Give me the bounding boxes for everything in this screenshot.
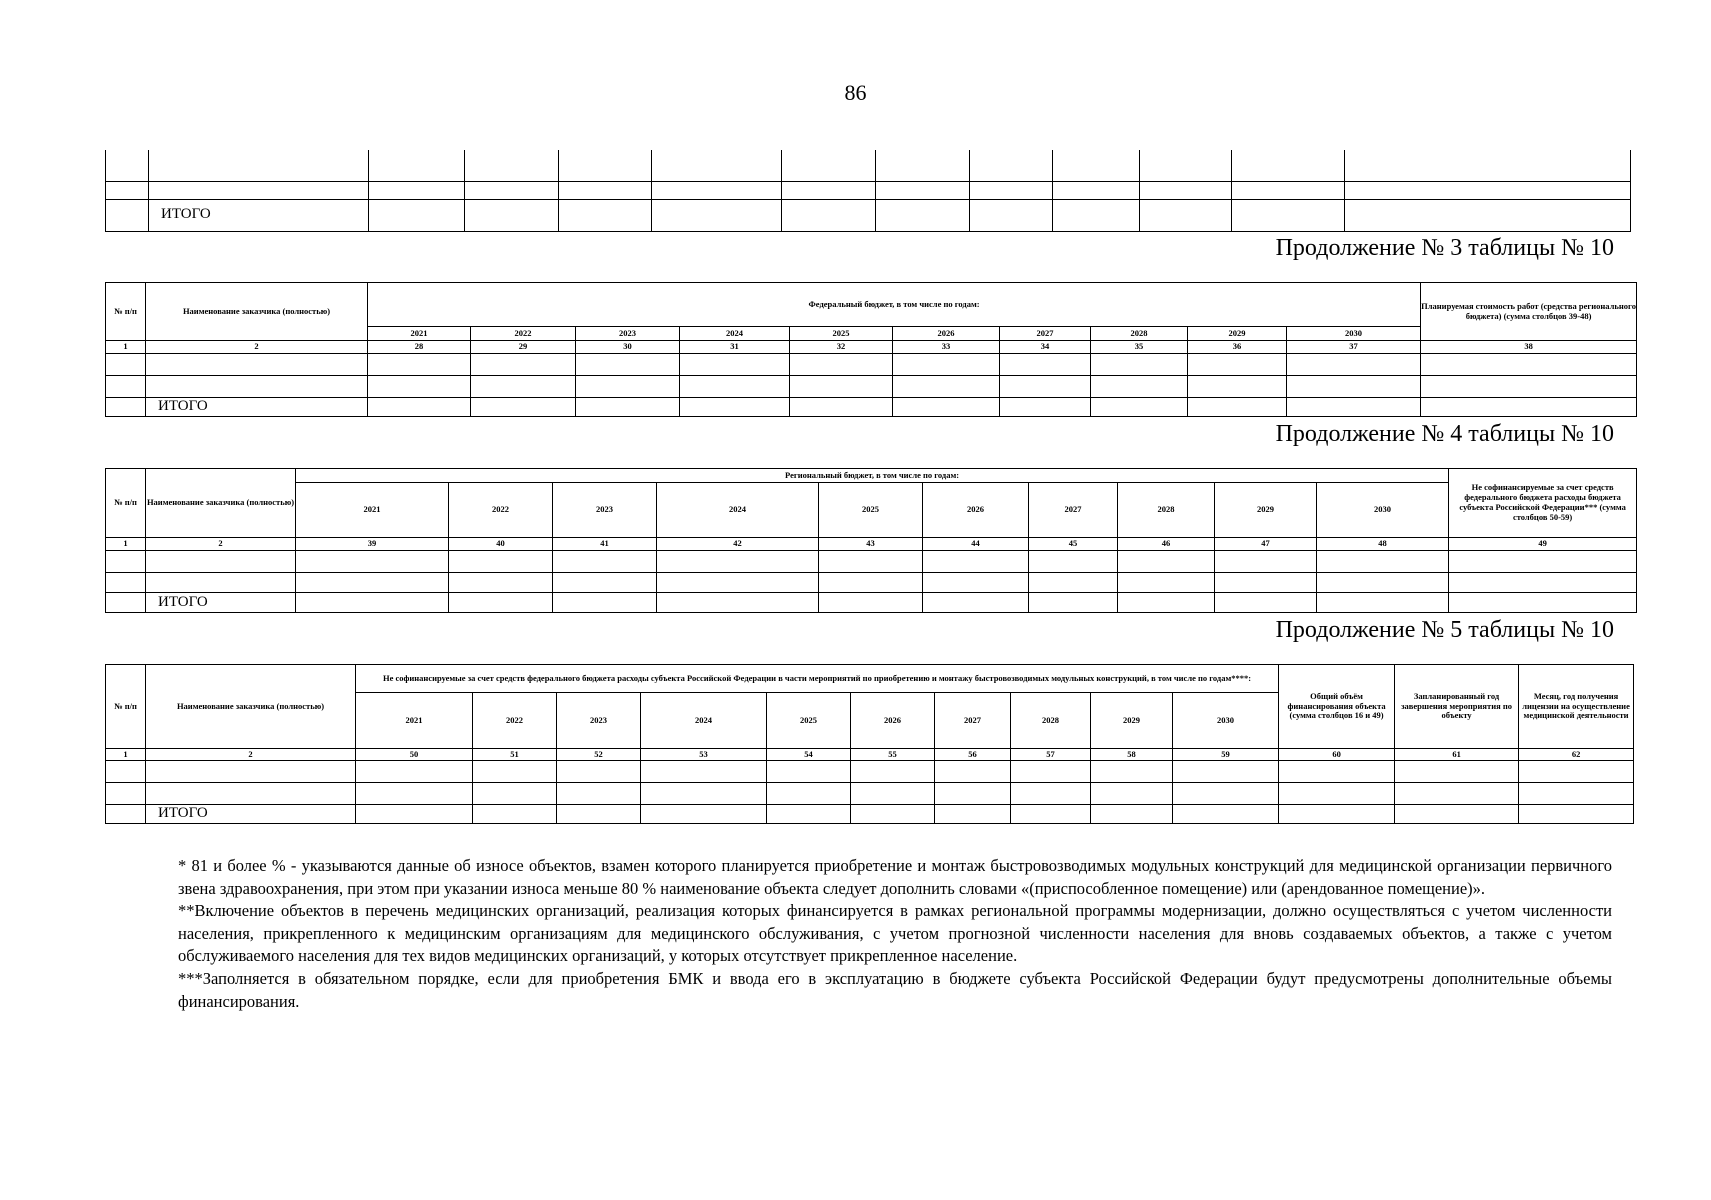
year-header: 2021 xyxy=(296,483,449,538)
table-row xyxy=(106,551,1637,573)
table-continuation-5 xyxy=(105,664,1634,824)
col-number: 34 xyxy=(1000,341,1091,354)
year-header: 2027 xyxy=(1029,483,1118,538)
table-row xyxy=(106,783,1634,805)
col-number: 47 xyxy=(1215,538,1317,551)
table-row xyxy=(106,376,1637,398)
col-number: 36 xyxy=(1188,341,1287,354)
col-number: 30 xyxy=(576,341,680,354)
col-number: 2 xyxy=(146,341,368,354)
table-row-total xyxy=(106,199,1631,231)
col-number: 52 xyxy=(557,749,641,761)
table-row xyxy=(106,181,1631,199)
column-numbers-row xyxy=(106,341,1637,354)
header-years-row xyxy=(106,483,1637,538)
header-row xyxy=(106,469,1637,483)
total-label: ИТОГО xyxy=(146,398,368,417)
year-header: 2027 xyxy=(1000,327,1091,341)
col-number: 59 xyxy=(1173,749,1279,761)
year-header: 2030 xyxy=(1173,693,1279,749)
col-header-unfunded-bmk: Не софинансируемые за счет средств федерального бюджета расходы субъекта Российской Федерации в части мероприятий по приобретению и монтажу быстровозводимых модульных конструкций, в том числе по годам****: xyxy=(356,665,1279,693)
col-header-license-date: Месяц, год получения лицензии на осуществление медицинской деятельности xyxy=(1519,665,1634,749)
table-continuation-4 xyxy=(105,468,1637,613)
col-number: 39 xyxy=(296,538,449,551)
year-header: 2023 xyxy=(553,483,657,538)
table-continuation-3 xyxy=(105,282,1637,417)
col-header-total-volume: Общий объём финансирования объекта (сумма столбцов 16 и 49) xyxy=(1279,665,1395,749)
column-numbers-row xyxy=(106,538,1637,551)
col-number: 49 xyxy=(1449,538,1637,551)
year-header: 2023 xyxy=(576,327,680,341)
col-header-unfunded: Не софинансируемые за счет средств федерального бюджета расходы бюджета субъекта Российской Федерации*** (сумма столбцов 50-59) xyxy=(1449,469,1637,538)
table-row xyxy=(106,354,1637,376)
col-number: 41 xyxy=(553,538,657,551)
year-header: 2028 xyxy=(1091,327,1188,341)
col-number: 1 xyxy=(106,341,146,354)
col-number: 38 xyxy=(1421,341,1637,354)
year-header: 2029 xyxy=(1091,693,1173,749)
year-header: 2027 xyxy=(935,693,1011,749)
col-number: 55 xyxy=(851,749,935,761)
col-number: 62 xyxy=(1519,749,1634,761)
table-fragment xyxy=(105,150,1631,232)
col-number: 31 xyxy=(680,341,790,354)
col-number: 53 xyxy=(641,749,767,761)
col-number: 56 xyxy=(935,749,1011,761)
year-header: 2025 xyxy=(790,327,893,341)
year-header: 2024 xyxy=(657,483,819,538)
year-header: 2021 xyxy=(368,327,471,341)
year-header: 2028 xyxy=(1118,483,1215,538)
col-header-name: Наименование заказчика (полностью) xyxy=(146,665,356,749)
col-number: 58 xyxy=(1091,749,1173,761)
year-header: 2025 xyxy=(767,693,851,749)
caption-continuation-4: Продолжение № 4 таблицы № 10 xyxy=(1275,421,1614,447)
header-row xyxy=(106,665,1634,693)
year-header: 2029 xyxy=(1188,327,1287,341)
table-row xyxy=(106,761,1634,783)
year-header: 2024 xyxy=(641,693,767,749)
table-row-total xyxy=(106,805,1634,824)
year-header: 2022 xyxy=(471,327,576,341)
total-label: ИТОГО xyxy=(146,593,296,613)
footnote-1: * 81 и более % - указываются данные об износе объектов, взамен которого планируется приобретение и монтаж быстровозводимых модульных конструкций для медицинской организации первичного звена здравоохранения, при этом при указании износа меньше 80 % наименование объекта следует дополнить словами «(приспособленное помещение) или (арендованное помещение)». xyxy=(178,856,1612,898)
page-number: 86 xyxy=(844,80,867,105)
col-number: 2 xyxy=(146,749,356,761)
col-number: 44 xyxy=(923,538,1029,551)
year-header: 2024 xyxy=(680,327,790,341)
col-number: 51 xyxy=(473,749,557,761)
col-number: 33 xyxy=(893,341,1000,354)
footnote-2: **Включение объектов в перечень медицинских организаций, реализация которых финансируется в рамках региональной программы модернизации, должно осуществляться с учетом численности населения, прикрепленного к медицинским организациям для медицинского обслуживания, с учетом прогнозной численности населения для вновь создаваемых объектов, а также с учетом обслуживаемого населения для тех видов медицинских организаций, у которых отсутствует прикрепленное население. xyxy=(178,901,1612,966)
table-row xyxy=(106,150,1631,181)
col-number: 35 xyxy=(1091,341,1188,354)
header-row xyxy=(106,283,1637,327)
col-number: 40 xyxy=(449,538,553,551)
total-label: ИТОГО xyxy=(149,199,369,231)
col-number: 1 xyxy=(106,538,146,551)
year-header: 2026 xyxy=(893,327,1000,341)
col-number: 57 xyxy=(1011,749,1091,761)
col-number: 29 xyxy=(471,341,576,354)
year-header: 2030 xyxy=(1317,483,1449,538)
year-header: 2025 xyxy=(819,483,923,538)
table-row xyxy=(106,573,1637,593)
col-number: 46 xyxy=(1118,538,1215,551)
footnotes xyxy=(178,855,1612,1013)
col-number: 48 xyxy=(1317,538,1449,551)
col-number: 60 xyxy=(1279,749,1395,761)
col-number: 43 xyxy=(819,538,923,551)
footnote-3: ***Заполняется в обязательном порядке, если для приобретения БМК и ввода его в эксплуатацию в бюджете субъекта Российской Федерации будут предусмотрены дополнительные объемы финансирования. xyxy=(178,968,1612,1011)
col-number: 45 xyxy=(1029,538,1118,551)
col-number: 61 xyxy=(1395,749,1519,761)
year-header: 2029 xyxy=(1215,483,1317,538)
col-header-planned-year: Запланированный год завершения мероприятия по объекту xyxy=(1395,665,1519,749)
col-number: 1 xyxy=(106,749,146,761)
year-header: 2022 xyxy=(473,693,557,749)
col-header-no: № п/п xyxy=(106,469,146,538)
caption-continuation-3: Продолжение № 3 таблицы № 10 xyxy=(1275,235,1614,261)
col-number: 54 xyxy=(767,749,851,761)
col-number: 28 xyxy=(368,341,471,354)
col-number: 37 xyxy=(1287,341,1421,354)
col-number: 50 xyxy=(356,749,473,761)
col-header-name: Наименование заказчика (полностью) xyxy=(146,283,368,341)
year-header: 2022 xyxy=(449,483,553,538)
col-header-planned-cost: Планируемая стоимость работ (средства регионального бюджета) (сумма столбцов 39-48) xyxy=(1421,283,1637,341)
column-numbers-row xyxy=(106,749,1634,761)
col-number: 42 xyxy=(657,538,819,551)
table-row-total xyxy=(106,398,1637,417)
year-header: 2026 xyxy=(923,483,1029,538)
col-header-no: № п/п xyxy=(106,283,146,341)
col-header-name: Наименование заказчика (полностью) xyxy=(146,469,296,538)
col-number: 2 xyxy=(146,538,296,551)
col-header-regional: Региональный бюджет, в том числе по годам: xyxy=(296,469,1449,483)
total-label: ИТОГО xyxy=(146,805,356,824)
year-header: 2030 xyxy=(1287,327,1421,341)
year-header: 2023 xyxy=(557,693,641,749)
year-header: 2021 xyxy=(356,693,473,749)
col-number: 32 xyxy=(790,341,893,354)
year-header: 2026 xyxy=(851,693,935,749)
table-row-total xyxy=(106,593,1637,613)
year-header: 2028 xyxy=(1011,693,1091,749)
col-header-no: № п/п xyxy=(106,665,146,749)
col-header-federal: Федеральный бюджет, в том числе по годам: xyxy=(368,283,1421,327)
caption-continuation-5: Продолжение № 5 таблицы № 10 xyxy=(1275,617,1614,643)
